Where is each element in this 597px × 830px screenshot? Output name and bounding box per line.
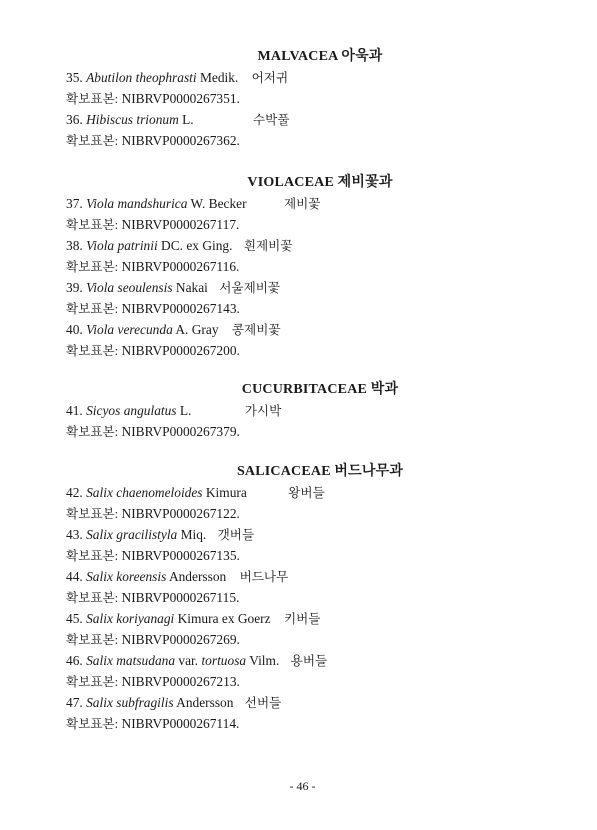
korean-name: 제비꽃 [283,197,321,211]
species-entry: 42. Salix chaenomeloides Kimura 왕버들 [66,482,546,503]
voucher-line: 확보표본: NIBRVP0000267135. [66,548,240,563]
species-entry: 38. Viola patrinii DC. ex Ging. 흰제비꽃 [66,235,546,256]
family-section-salicaceae [66,461,546,734]
voucher-line: 확보표본: NIBRVP0000267122. [66,506,240,521]
family-title: SALICACEAE 버드나무과 [236,464,404,479]
genus: Abutilon [86,70,133,85]
korean-name: 왕버들 [288,486,325,500]
korean-name: 서울제비꽃 [219,281,281,295]
species-entry: 35. Abutilon theophrasti Medik. 어저귀 [66,67,546,88]
korean-name: 선버들 [244,696,282,710]
voucher-line: 확보표본: NIBRVP0000267116. [66,259,240,274]
species-entry: 40. Viola verecunda A. Gray 콩제비꽃 [66,319,546,340]
family-section-cucurbitaceae [66,379,546,442]
species-entry: 45. Salix koriyanagi Kimura ex Goerz 키버들 [66,608,546,629]
species-entry: 41. Sicyos angulatus L. 가시박 [66,400,546,421]
korean-name: 수박풀 [253,113,290,127]
voucher-line: 확보표본: NIBRVP0000267114. [66,716,240,731]
family-title: CUCURBITACEAE 박과 [241,382,399,397]
voucher-line: 확보표본: NIBRVP0000267362. [66,133,240,148]
author: Medik. [199,70,239,85]
species-entry: 36. Hibiscus trionum L. 수박풀 [66,109,546,130]
species-entry: 37. Viola mandshurica W. Becker 제비꽃 [66,193,546,214]
voucher-line: 확보표본: NIBRVP0000267379. [66,424,240,439]
voucher-id: NIBRVP0000267351. [121,91,240,106]
species-entry: 44. Salix koreensis Andersson 버드나무 [66,566,546,587]
voucher-line: 확보표본: NIBRVP0000267351. [66,91,240,106]
genus: Hibiscus [86,112,133,127]
family-title: MALVACEA 아욱과 [257,49,383,64]
page-number: - 46 - [289,779,316,793]
voucher-line: 확보표본: NIBRVP0000267115. [66,590,240,605]
species-entry: 39. Viola seoulensis Nakai 서울제비꽃 [66,277,546,298]
voucher-id: NIBRVP0000267362. [121,133,240,148]
korean-name: 콩제비꽃 [231,323,281,337]
family-title: VIOLACEAE 제비꽃과 [247,175,393,190]
korean-name: 어저귀 [251,71,289,85]
author: L. [182,112,194,127]
voucher-line: 확보표본: NIBRVP0000267200. [66,343,240,358]
family-section-violaceae [66,172,546,361]
voucher-line: 확보표본: NIBRVP0000267117. [66,217,240,232]
korean-name: 버드나무 [239,570,289,584]
korean-name: 용버들 [290,654,328,668]
voucher-line: 확보표본: NIBRVP0000267213. [66,674,240,689]
korean-name: 갯버들 [217,528,255,542]
korean-name: 키버들 [283,612,321,626]
voucher-line: 확보표본: NIBRVP0000267269. [66,632,240,647]
species-entry: 46. Salix matsudana var. tortuosa Vilm. 용버들 [66,650,546,671]
family-section-malvaceae [66,46,546,151]
korean-name: 가시박 [244,404,282,418]
species-entry: 47. Salix subfragilis Andersson 선버들 [66,692,546,713]
korean-name: 흰제비꽃 [243,239,293,253]
epithet: trionum [136,112,179,127]
species-entry: 43. Salix gracilistyla Miq. 갯버들 [66,524,546,545]
epithet: theophrasti [135,70,197,85]
voucher-line: 확보표본: NIBRVP0000267143. [66,301,240,316]
